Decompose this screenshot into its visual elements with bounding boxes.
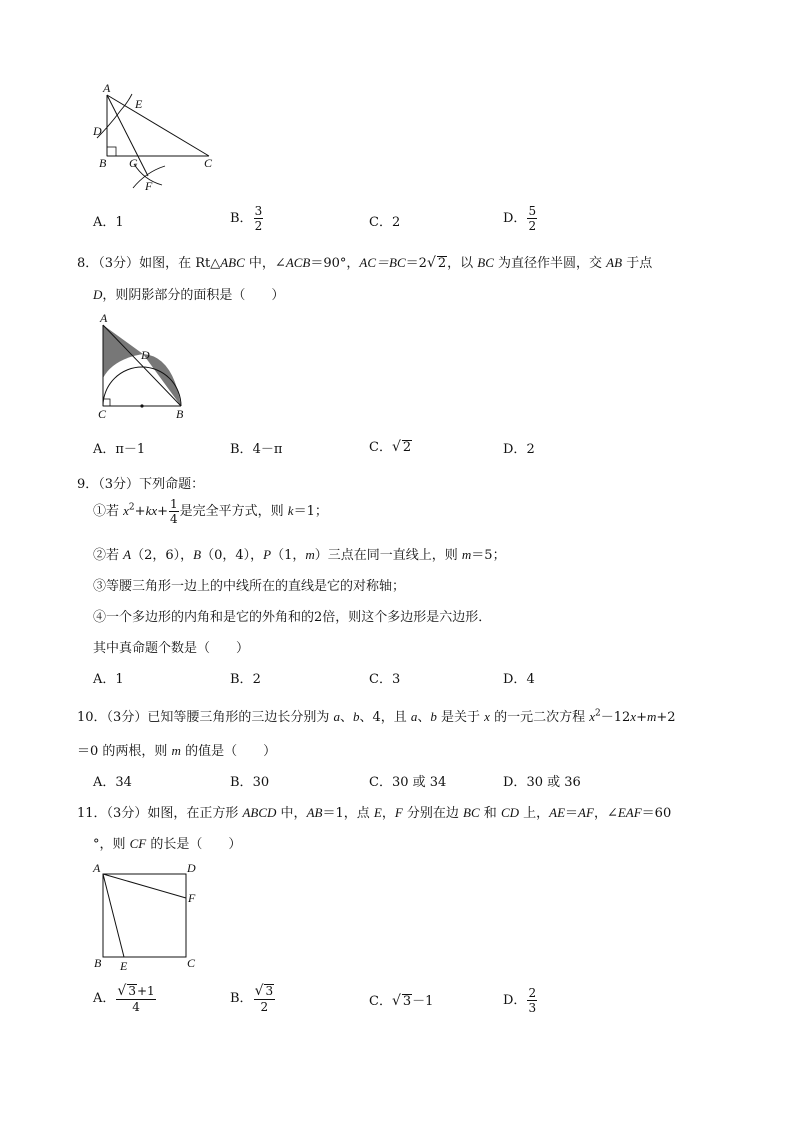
q8-stem-line1: 8．（3分）如图，在 Rt△ABC 中，∠ACB＝90°，AC＝BC＝2√ 2，以 BC 为直径作半圆，交 AB 于点 [77,255,653,271]
q7-label-a: A [103,81,111,95]
q8-label-b: B [176,407,184,421]
q11-label-b: B [94,956,102,970]
q11-option-d[interactable]: D． $\frac{2}{3}$ [503,986,537,1015]
q8-label-a: A [100,311,108,325]
q9-option-a[interactable]: A．1 [93,672,124,687]
fraction: $\frac{5}{2}$ [528,204,537,233]
q10-option-a[interactable]: A．34 [93,775,132,790]
q10-option-d[interactable]: D．30 或 36 [503,775,581,790]
q8-label-d: D [141,348,150,362]
q11-stem-line1: 11．（3分）如图，在正方形 ABCD 中，AB＝1，点 E，F 分别在边 BC 和 CD 上，AE＝AF，∠EAF＝60 [77,805,672,821]
q8-option-d[interactable]: D．2 [503,442,535,457]
q7-label-f: F [145,179,153,193]
q11-label-e: E [120,959,128,973]
q10-stem-line2: ＝0 的两根，则 m 的值是（ ） [77,743,277,759]
q10-option-b[interactable]: B．30 [230,775,270,790]
q9-statement-2: ②若 A（2，6），B（0，4），P（1，m）三点在同一直线上，则 m＝5； [93,547,506,563]
q9-statement-1: ①若 $x^2+kx+$ $\frac{1}{4}$ 是完全平方式，则 k＝1； [93,497,328,526]
q8-option-a[interactable]: A．π－1 [93,442,146,457]
q10-option-c[interactable]: C．30 或 34 [369,775,447,790]
q11-label-c: C [187,956,196,970]
q7-label-d: D [93,124,102,138]
q11-stem-line2: °，则 CF 的长是（ ） [93,836,242,852]
q11-option-b[interactable]: B． $\frac{√ 3}{2}$ [230,983,274,1015]
q9-option-b[interactable]: B．2 [230,672,261,687]
q11-label-f: F [188,891,196,905]
q7-label-g: G [129,156,138,170]
q7-option-a[interactable]: A．1 [93,215,124,230]
q11-option-c[interactable]: C．√ 3－1 [369,993,434,1009]
q9-statement-4: ④一个多边形的内角和是它的外角和的2倍，则这个多边形是六边形． [93,610,492,625]
q8-figure [95,310,195,425]
q11-figure [90,860,205,975]
q9-option-c[interactable]: C．3 [369,672,401,687]
q9-stem: 9．（3分）下列命题： [77,477,205,492]
q8-option-c[interactable]: C．√ 2 [369,439,412,455]
q9-option-d[interactable]: D．4 [503,672,535,687]
q11-label-d: D [187,861,196,875]
q7-label-b: B [99,156,107,170]
q8-option-b[interactable]: B．4－π [230,442,283,457]
q7-option-c[interactable]: C．2 [369,215,401,230]
q10-stem-line1: 10．（3分）已知等腰三角形的三边长分别为 a、b、4，且 a、b 是关于 x 的一元二次方程 $x^2-12x+m+2$ [77,708,676,725]
q8-label-c: C [98,407,107,421]
q7-label-c: C [204,156,213,170]
q9-question: 其中真命题个数是（ ） [93,641,250,656]
q7-figure [88,80,228,195]
q7-option-d[interactable]: D． $\frac{5}{2}$ [503,204,537,233]
q8-stem-line2: D，则阴影部分的面积是（ ） [93,287,285,303]
q11-option-a[interactable]: A． $\frac{√ 3+1}{4}$ [93,983,155,1015]
q7-option-b[interactable]: B． $\frac{3}{2}$ [230,204,263,233]
q9-statement-3: ③等腰三角形一边上的中线所在的直线是它的对称轴； [93,579,406,594]
fraction: $\frac{3}{2}$ [254,204,263,233]
q11-label-a: A [93,861,101,875]
q7-label-e: E [135,97,143,111]
